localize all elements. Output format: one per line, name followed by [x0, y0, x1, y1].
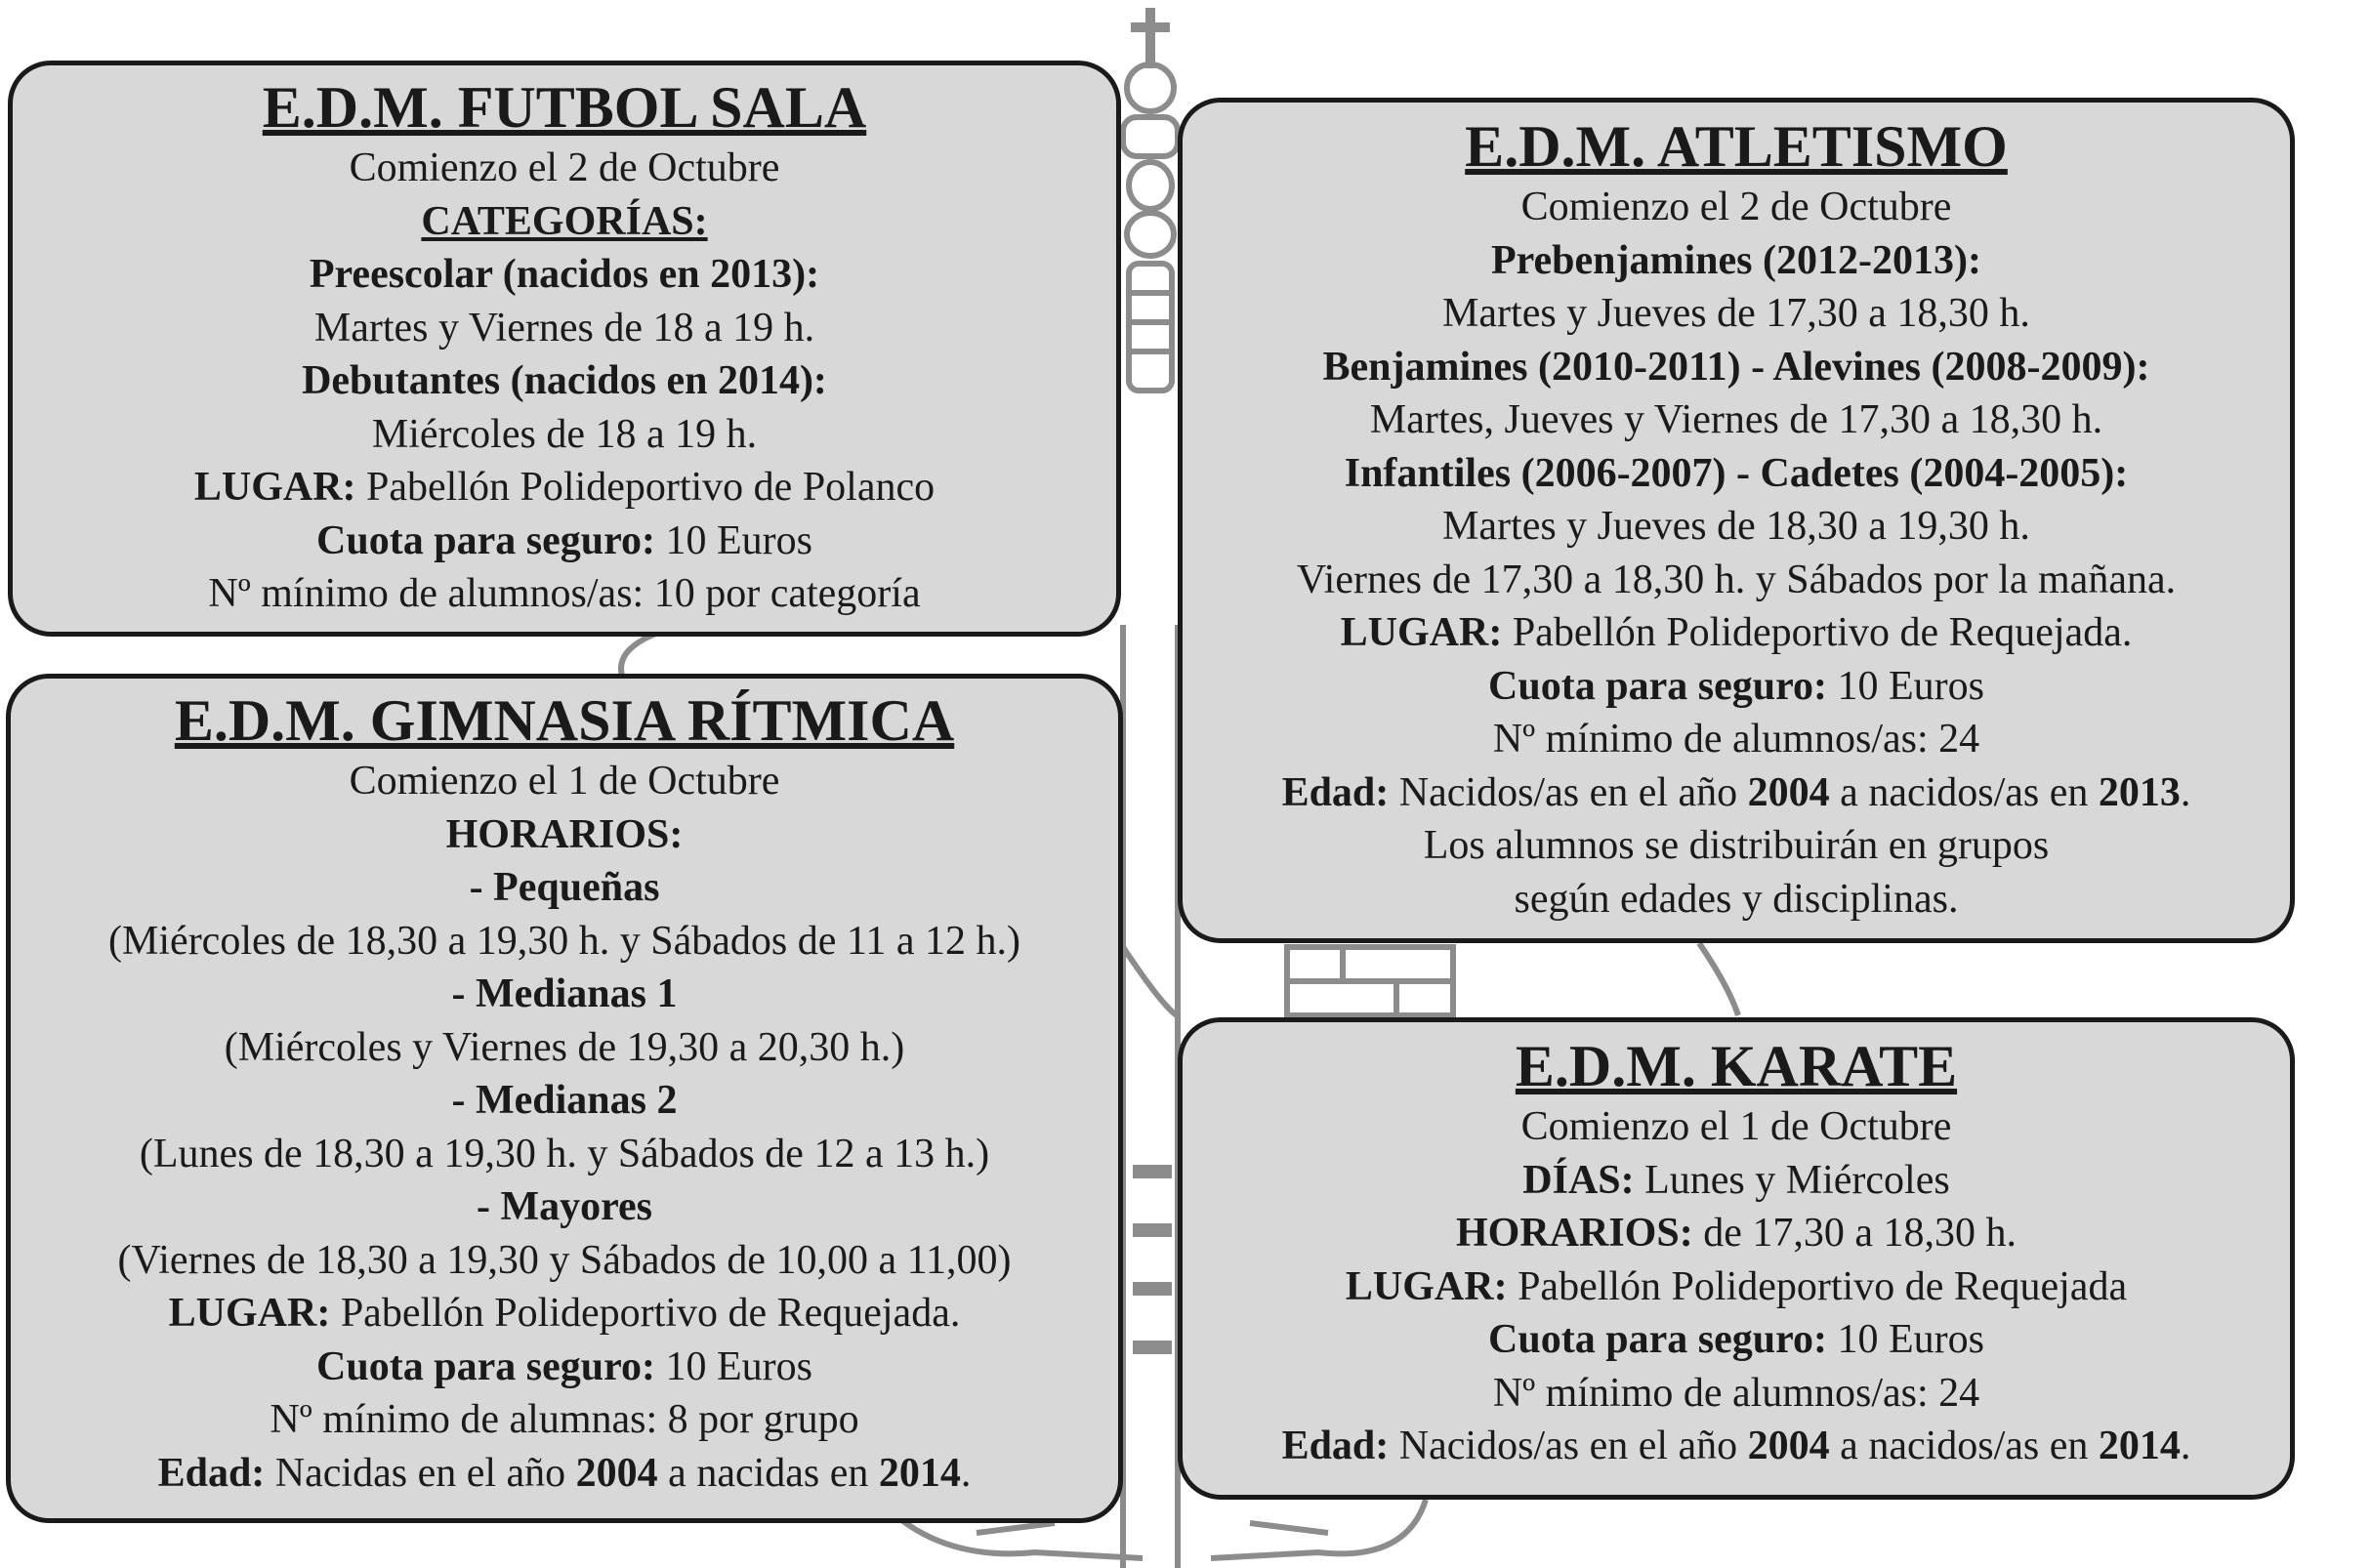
- place-value: Pabellón Polideportivo de Polanco: [355, 465, 936, 510]
- futbol-sala-fee: [13, 515, 1116, 568]
- atletismo-category-benjamines-alevines: Benjamines (2010-2011) - Alevines (2008-2009):: [1322, 344, 2150, 390]
- atletismo-infantiles-cadetes-schedule-extra: Viernes de 17,30 a 18,30 h. y Sábados por la mañana.: [1296, 557, 2177, 602]
- gimnasia-ritmica-schedule-heading: HORARIOS:: [445, 811, 684, 857]
- futbol-sala-start: Comienzo el 2 de Octubre: [349, 145, 780, 190]
- age-year-from: 2004: [575, 1450, 658, 1496]
- futbol-sala-debutantes-schedule: Miércoles de 18 a 19 h.: [371, 411, 758, 457]
- karate-place: [1183, 1260, 2290, 1314]
- karate-days: [1183, 1154, 2290, 1208]
- gimnasia-ritmica-start: Comienzo el 1 de Octubre: [349, 759, 780, 804]
- age-text: a nacidos/as en: [1829, 1424, 2099, 1468]
- atletismo-box: [1178, 98, 2295, 943]
- age-label: Edad:: [1281, 769, 1390, 815]
- fee-label: Cuota para seguro:: [316, 517, 655, 563]
- futbol-sala-category-debutantes: Debutantes (nacidos en 2014):: [302, 358, 827, 403]
- atletismo-benjamines-alevines-schedule: Martes, Jueves y Viernes de 17,30 a 18,30 h.: [1369, 397, 2103, 442]
- age-text: Nacidos/as en el año: [1389, 1424, 1748, 1468]
- group-medianas2-schedule: (Lunes de 18,30 a 19,30 h. y Sábados de 12 a 13 h.): [139, 1131, 990, 1176]
- karate-fee: [1183, 1313, 2290, 1367]
- karate-hours: [1183, 1207, 2290, 1260]
- age-end: .: [2180, 1424, 2191, 1468]
- group-mayores-schedule: (Viernes de 18,30 a 19,30 y Sábados de 10,00 a 11,00): [117, 1237, 1012, 1283]
- group-pequenas-heading: - Pequeñas: [469, 865, 660, 910]
- place-label: LUGAR:: [193, 465, 356, 510]
- atletismo-age: [1183, 766, 2290, 820]
- atletismo-place: [1183, 606, 2290, 660]
- atletismo-infantiles-cadetes-schedule: Martes y Jueves de 18,30 a 19,30 h.: [1442, 504, 2030, 549]
- fee-value: 10 Euros: [654, 1343, 812, 1389]
- group-pequenas-schedule: (Miércoles de 18,30 a 19,30 h. y Sábados de 11 a 12 h.): [108, 918, 1020, 964]
- atletismo-title: E.D.M. ATLETISMO: [1465, 114, 2008, 179]
- age-label: Edad:: [1281, 1424, 1390, 1468]
- hours-label: HORARIOS:: [1456, 1211, 1693, 1256]
- place-label: LUGAR:: [1340, 610, 1503, 655]
- karate-age: [1183, 1420, 2290, 1473]
- age-year-to: 2014: [878, 1450, 961, 1496]
- place-value: Pabellón Polideportivo de Requejada.: [1502, 610, 2133, 655]
- place-label: LUGAR:: [168, 1291, 331, 1336]
- futbol-sala-min-students: Nº mínimo de alumnos/as: 10 por categoría: [208, 571, 921, 616]
- karate-title: E.D.M. KARATE: [1515, 1034, 1958, 1098]
- fee-value: 10 Euros: [654, 517, 812, 563]
- place-label: LUGAR:: [1345, 1263, 1508, 1309]
- karate-min-students: Nº mínimo de alumnos/as: 24: [1492, 1370, 1980, 1416]
- group-mayores-heading: - Mayores: [477, 1184, 652, 1229]
- futbol-sala-title: E.D.M. FUTBOL SALA: [262, 75, 867, 140]
- fee-label: Cuota para seguro:: [1488, 1317, 1827, 1362]
- age-year-from: 2004: [1747, 1424, 1830, 1468]
- days-label: DÍAS:: [1522, 1157, 1635, 1203]
- group-medianas1-schedule: (Miércoles y Viernes de 19,30 a 20,30 h.): [224, 1024, 905, 1070]
- fee-value: 10 Euros: [1826, 663, 1984, 709]
- atletismo-note-line2: según edades y disciplinas.: [1514, 876, 1959, 922]
- gimnasia-ritmica-min-students: Nº mínimo de alumnas: 8 por grupo: [270, 1397, 859, 1442]
- gimnasia-ritmica-age: [11, 1447, 1118, 1501]
- atletismo-start: Comienzo el 2 de Octubre: [1520, 185, 1952, 229]
- atletismo-fee: [1183, 660, 2290, 714]
- age-year-from: 2004: [1747, 769, 1830, 815]
- fee-label: Cuota para seguro:: [1488, 663, 1827, 709]
- age-end: .: [2180, 769, 2191, 815]
- gimnasia-ritmica-box: [6, 674, 1123, 1523]
- futbol-sala-place: [13, 461, 1116, 515]
- hours-value: de 17,30 a 18,30 h.: [1692, 1211, 2017, 1256]
- futbol-sala-categories-heading: CATEGORÍAS:: [421, 198, 708, 244]
- age-year-to: 2013: [2098, 769, 2181, 815]
- place-value: Pabellón Polideportivo de Requejada: [1507, 1263, 2128, 1309]
- atletismo-prebenjamines-schedule: Martes y Jueves de 17,30 a 18,30 h.: [1442, 291, 2030, 336]
- gimnasia-ritmica-title: E.D.M. GIMNASIA RÍTMICA: [174, 688, 955, 753]
- fee-value: 10 Euros: [1826, 1317, 1984, 1362]
- fee-label: Cuota para seguro:: [316, 1343, 655, 1389]
- atletismo-note-line1: Los alumnos se distribuirán en grupos: [1423, 823, 2050, 868]
- atletismo-category-infantiles-cadetes: Infantiles (2006-2007) - Cadetes (2004-2005):: [1344, 450, 2129, 496]
- age-text: a nacidas en: [657, 1450, 879, 1496]
- gimnasia-ritmica-place: [11, 1287, 1118, 1341]
- age-text: Nacidas en el año: [265, 1450, 576, 1496]
- age-end: .: [960, 1450, 972, 1496]
- atletismo-category-prebenjamines: Prebenjamines (2012-2013):: [1491, 237, 1981, 283]
- atletismo-min-students: Nº mínimo de alumnos/as: 24: [1492, 717, 1980, 762]
- age-label: Edad:: [157, 1450, 266, 1496]
- days-value: Lunes y Miércoles: [1634, 1157, 1950, 1203]
- place-value: Pabellón Polideportivo de Requejada.: [330, 1291, 961, 1336]
- karate-start: Comienzo el 1 de Octubre: [1520, 1104, 1952, 1149]
- group-medianas1-heading: - Medianas 1: [451, 971, 678, 1016]
- futbol-sala-preescolar-schedule: Martes y Viernes de 18 a 19 h.: [313, 305, 815, 351]
- group-medianas2-heading: - Medianas 2: [451, 1078, 678, 1123]
- karate-box: [1178, 1017, 2295, 1500]
- age-text: a nacidos/as en: [1829, 769, 2099, 815]
- futbol-sala-box: [8, 61, 1121, 637]
- gimnasia-ritmica-fee: [11, 1341, 1118, 1394]
- futbol-sala-category-preescolar: Preescolar (nacidos en 2013):: [309, 252, 820, 297]
- age-text: Nacidos/as en el año: [1389, 769, 1748, 815]
- age-year-to: 2014: [2098, 1424, 2181, 1468]
